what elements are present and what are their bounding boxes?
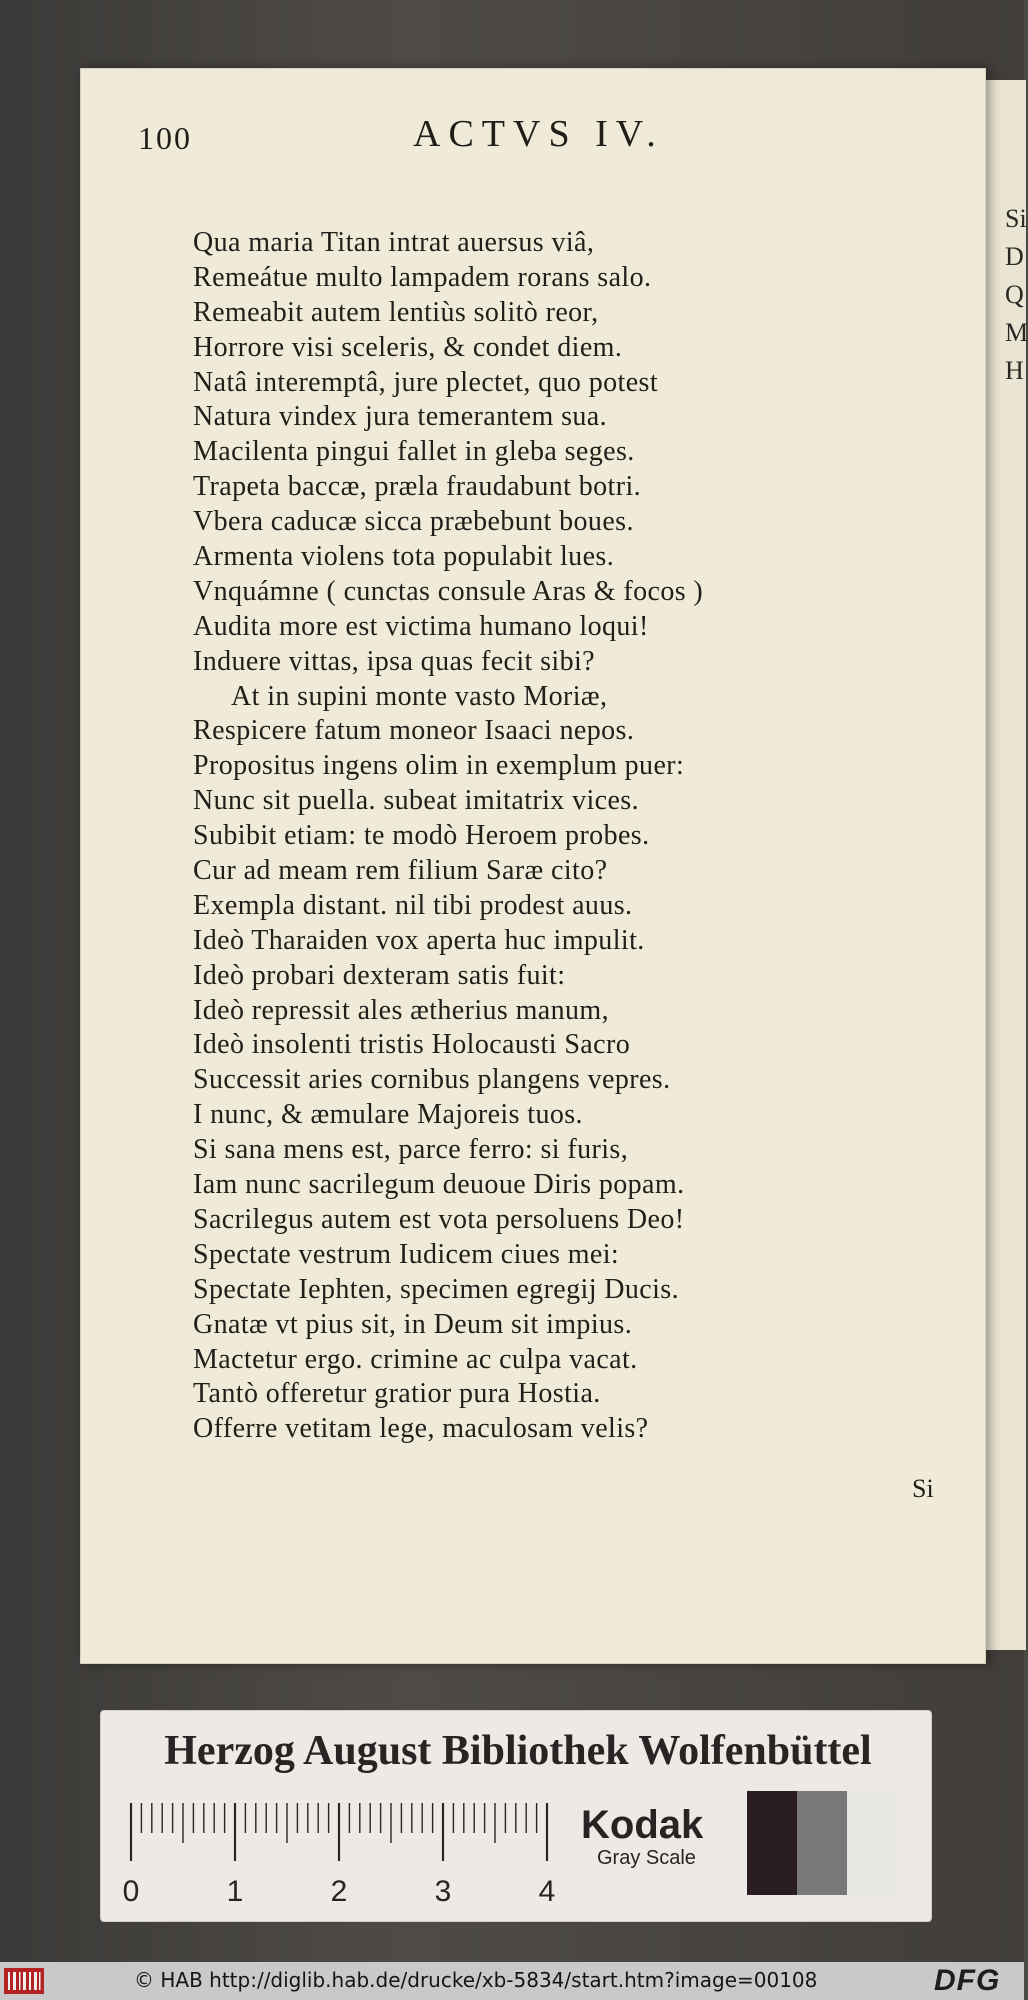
ruler-label: 2 xyxy=(330,1875,348,1908)
adjacent-page-letter: H xyxy=(1005,356,1024,385)
verse-line: Respicere fatum moneor Isaaci nepos. xyxy=(193,715,635,747)
verse-line: Vbera caducæ sicca præbebunt boues. xyxy=(193,506,634,538)
verse-line: Trapeta baccæ, præla fraudabunt botri. xyxy=(193,471,642,503)
gray-patch xyxy=(847,1791,897,1895)
page-number: 100 xyxy=(138,120,192,156)
verse-line: Induere vittas, ipsa quas fecit sibi? xyxy=(193,645,596,677)
verse-line: Propositus ingens olim in exemplum puer: xyxy=(193,750,685,782)
hab-barcode-logo-icon xyxy=(4,1968,44,1994)
verse-line: Iam nunc sacrilegum deuoue Diris popam. xyxy=(193,1169,685,1201)
verse-line: Vnquámne ( cunctas consule Aras & focos ) xyxy=(193,575,704,607)
dfg-logo: DFG xyxy=(934,1964,1001,1997)
gray-patch xyxy=(797,1791,847,1895)
verse-line: I nunc, & æmulare Majoreis tuos. xyxy=(193,1099,583,1131)
color-calibration-target xyxy=(100,1710,932,1922)
kodak-label xyxy=(581,1803,711,1883)
measurement-ruler xyxy=(122,1803,567,1911)
verse-line: Ideò Tharaiden vox aperta huc impulit. xyxy=(193,924,645,956)
gray-scale-label: Gray Scale xyxy=(597,1847,696,1869)
verse-line: Ideò repressit ales ætherius manum, xyxy=(193,994,610,1026)
catchword: Si xyxy=(912,1474,934,1503)
verse-line: Sacrilegus autem est vota persoluens Deo! xyxy=(193,1203,685,1235)
adjacent-page-letter: Si xyxy=(1005,204,1027,233)
verse-line: Mactetur ergo. crimine ac culpa vacat. xyxy=(193,1343,638,1375)
verse-line: At in supini monte vasto Moriæ, xyxy=(231,680,608,712)
gray-patch xyxy=(747,1791,797,1895)
adjacent-page-letter: Q xyxy=(1005,280,1024,309)
verse-line: Ideò insolenti tristis Holocausti Sacro xyxy=(193,1029,631,1061)
verse-line: Remeátue multo lampadem rorans salo. xyxy=(193,261,652,293)
verse-line: Remeabit autem lentiùs solitò reor, xyxy=(193,296,599,328)
verse-line: Gnatæ vt pius sit, in Deum sit impius. xyxy=(193,1308,633,1340)
ruler-label: 3 xyxy=(434,1875,452,1908)
verse-line: Subibit etiam: te modò Heroem probes. xyxy=(193,820,650,852)
verse-line: Tantò offeretur gratior pura Hostia. xyxy=(193,1378,601,1410)
ruler-label: 4 xyxy=(538,1875,556,1908)
verse-line: Nunc sit puella. subeat imitatrix vices. xyxy=(193,785,640,817)
verse-line: Qua maria Titan intrat auersus viâ, xyxy=(193,227,595,258)
footer-bar xyxy=(0,1962,1024,2000)
verse-text-block xyxy=(193,226,833,1447)
running-head: ACTVS IV. xyxy=(413,113,664,155)
page-header xyxy=(138,112,758,162)
verse-line: Armenta violens tota populabit lues. xyxy=(193,541,615,573)
verse-line: Si sana mens est, parce ferro: si furis, xyxy=(193,1134,629,1166)
verse-line: Spectate vestrum Iudicem ciues mei: xyxy=(193,1238,620,1270)
verse-line: Natura vindex jura temerantem sua. xyxy=(193,401,607,433)
verse-line: Ideò probari dexteram satis fuit: xyxy=(193,959,566,991)
adjacent-page-letter: D xyxy=(1005,242,1024,271)
verse-line: Macilenta pingui fallet in gleba seges. xyxy=(193,436,635,468)
verse-line: Audita more est victima humano loqui! xyxy=(193,610,649,642)
verse-line: Natâ interemptâ, jure plectet, quo potest xyxy=(193,366,659,398)
footer-credit-url[interactable]: © HAB http://diglib.hab.de/drucke/xb-5834/start.htm?image=00108 xyxy=(134,1968,818,1992)
verse-line: Exempla distant. nil tibi prodest auus. xyxy=(193,889,633,921)
ruler-label: 1 xyxy=(226,1875,244,1908)
verse-line: Successit aries cornibus plangens vepres. xyxy=(193,1064,671,1096)
verse-line: Horrore visi sceleris, & condet diem. xyxy=(193,331,623,363)
verse-line: Offerre vetitam lege, maculosam velis? xyxy=(193,1413,649,1445)
ruler-label: 0 xyxy=(122,1875,140,1908)
verse-line: Cur ad meam rem filium Saræ cito? xyxy=(193,855,608,887)
gray-scale-patches xyxy=(747,1791,897,1895)
verse-line: Spectate Iephten, specimen egregij Ducis. xyxy=(193,1273,680,1305)
kodak-brand: Kodak xyxy=(581,1803,704,1847)
library-name: Herzog August Bibliothek Wolfenbüttel xyxy=(164,1728,872,1774)
adjacent-page-letter: M xyxy=(1005,318,1028,347)
